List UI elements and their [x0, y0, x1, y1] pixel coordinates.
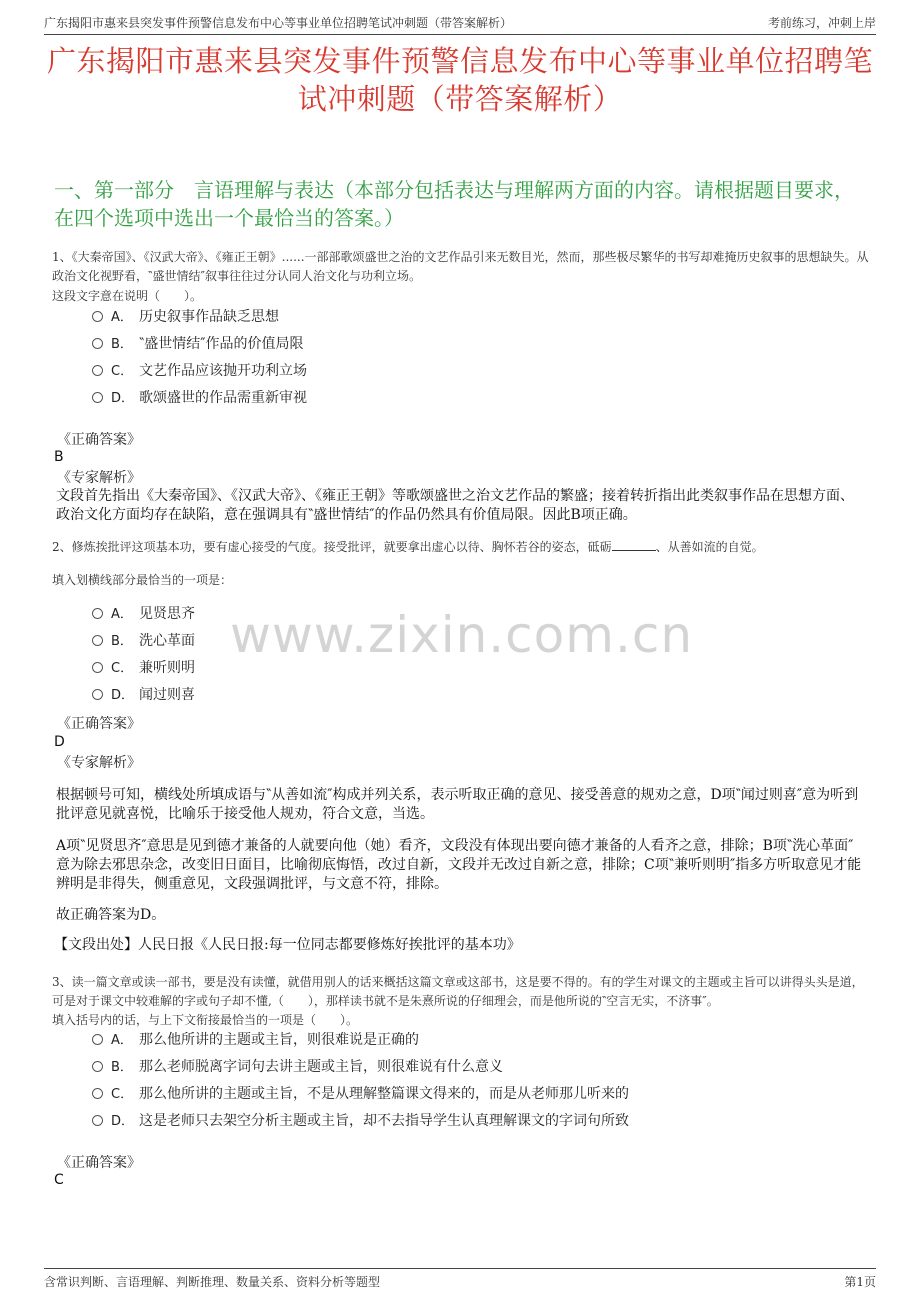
question-1-stem: 1、《大秦帝国》、《汉武大帝》、《雍正王朝》......一部部歌颂盛世之治的文艺作品引来无数目光，然而，那些极尽繁华的书写却难掩历史叙事的思想缺失。从政治文化视野看，‶盛世情结″叙事往往过分认同人治文化与功利立场。	[52, 250, 869, 283]
watermark: www.zixin.com.cn	[230, 606, 694, 664]
radio-icon[interactable]	[92, 311, 103, 322]
page-header	[44, 12, 876, 35]
radio-icon[interactable]	[92, 1034, 103, 1045]
option-letter: D．	[111, 1114, 135, 1129]
option-text: 那么他所讲的主题或主旨，则很难说是正确的	[139, 1032, 419, 1048]
option-letter: B．	[111, 1060, 133, 1075]
option-text: 文艺作品应该抛开功利立场	[139, 363, 307, 379]
option-a[interactable]	[92, 304, 860, 331]
section-heading: 一、第一部分 言语理解与表达（本部分包括表达与理解两方面的内容。请根据题目要求，在四个选项中选出一个最恰当的答案。）	[54, 178, 854, 230]
radio-icon[interactable]	[92, 1115, 103, 1126]
option-text: 闻过则喜	[139, 687, 195, 703]
option-b[interactable]	[92, 331, 860, 358]
question-2-options	[92, 601, 860, 709]
option-a[interactable]	[92, 601, 860, 628]
option-text: 见贤思齐	[139, 606, 195, 622]
answer-label: 《正确答案》	[57, 432, 141, 448]
question-2-source: 【文段出处】人民日报《人民日报:每一位同志都要修炼好挨批评的基本功》	[54, 937, 521, 953]
fill-blank	[612, 538, 656, 551]
radio-icon[interactable]	[92, 635, 103, 646]
question-2-answer: D	[54, 734, 65, 750]
question-2-prompt: 填入划横线部分最恰当的一项是：	[52, 573, 233, 587]
question-2-analysis-3: 故正确答案为D。	[56, 907, 166, 923]
document-title: 广东揭阳市惠来县突发事件预警信息发布中心等事业单位招聘笔试冲刺题（带答案解析）	[46, 44, 873, 116]
option-text: 兼听则明	[139, 660, 195, 676]
option-c[interactable]	[92, 1081, 860, 1108]
option-letter: A．	[111, 310, 133, 325]
question-1-analysis: 文段首先指出《大秦帝国》、《汉武大帝》、《雍正王朝》等歌颂盛世之治文艺作品的繁盛；接着转折指出此类叙事作品在思想方面、政治文化方面均存在缺陷，意在强调具有‶盛世情结″的作品仍然具有价值局限。因此B项正确。	[56, 488, 854, 523]
radio-icon[interactable]	[92, 608, 103, 619]
option-letter: C．	[111, 364, 134, 379]
question-2-stem	[52, 538, 870, 557]
analysis-label: 《专家解析》	[57, 470, 141, 486]
header-slogan: 考前练习，冲刺上岸	[767, 16, 876, 30]
page-footer	[44, 1268, 876, 1291]
option-d[interactable]	[92, 385, 860, 412]
radio-icon[interactable]	[92, 338, 103, 349]
option-b[interactable]	[92, 1054, 860, 1081]
analysis-label: 《专家解析》	[57, 755, 141, 771]
option-letter: D．	[111, 391, 135, 406]
page-number: 第1页	[844, 1275, 876, 1289]
question-2-analysis-1: 根据顿号可知，横线处所填成语与‶从善如流″构成并列关系，表示听取正确的意见、接受善意的规劝之意，D项‶闻过则喜″意为听到批评意见就喜悦，比喻乐于接受他人规劝，符合文意，当选。	[56, 787, 859, 822]
question-3-prompt: 填入括号内的话，与上下文衔接最恰当的一项是（ ）。	[52, 1013, 359, 1027]
option-b[interactable]	[92, 628, 860, 655]
question-3-answer: C	[54, 1172, 64, 1188]
option-text: ‶盛世情结″作品的价值局限	[139, 336, 304, 352]
question-2-analysis-2: A项‶见贤思齐″意思是见到德才兼备的人就要向他（她）看齐，文段没有体现出要向德才兼备的人看齐之意，排除；B项‶洗心革面″意为除去邪思杂念，改变旧日面目，比喻彻底悔悟，改过自新，文段并无改过自新之意，排除；C项‶兼听则明″指多方听取意见才能辨明是非得失，侧重意见，文段强调批评，与文意不符，排除。	[56, 838, 862, 892]
question-2-stem-end: 、从善如流的自觉。	[655, 540, 764, 554]
option-letter: C．	[111, 1087, 134, 1102]
header-doc-title: 广东揭阳市惠来县突发事件预警信息发布中心等事业单位招聘笔试冲刺题（带答案解析）	[44, 16, 513, 30]
option-a[interactable]	[92, 1027, 860, 1054]
option-letter: D．	[111, 688, 135, 703]
radio-icon[interactable]	[92, 1088, 103, 1099]
question-3-options	[92, 1027, 860, 1135]
footer-note: 含常识判断、言语理解、判断推理、数量关系、资料分析等题型	[44, 1275, 381, 1289]
option-c[interactable]	[92, 655, 860, 682]
radio-icon[interactable]	[92, 392, 103, 403]
option-text: 那么他所讲的主题或主旨，不是从理解整篇课文得来的，而是从老师那儿听来的	[139, 1086, 629, 1102]
question-1-options	[92, 304, 860, 412]
option-letter: A．	[111, 607, 133, 622]
option-d[interactable]	[92, 682, 860, 709]
option-letter: B．	[111, 337, 133, 352]
question-3-stem: 3、读一篇文章或读一部书，要是没有读懂，就借用别人的话来概括这篇文章或这部书，这是要不得的。有的学生对课文的主题或主旨可以讲得头头是道，可是对于课文中较难解的字或句子却不懂,（ ），那样读书就不是朱熹所说的仔细理会，而是他所说的‶空言无实，不济事″。	[52, 975, 864, 1008]
option-text: 洗心革面	[139, 633, 195, 649]
option-text: 这是老师只去架空分析主题或主旨，却不去指导学生认真理解课文的字词句所致	[139, 1113, 629, 1129]
option-c[interactable]	[92, 358, 860, 385]
question-2-stem-start: 2、修炼挨批评这项基本功，要有虚心接受的气度。接受批评，就要拿出虚心以待、胸怀若谷的姿态，砥砺	[52, 540, 612, 554]
radio-icon[interactable]	[92, 365, 103, 376]
option-d[interactable]	[92, 1108, 860, 1135]
option-text: 歌颂盛世的作品需重新审视	[139, 390, 307, 406]
radio-icon[interactable]	[92, 1061, 103, 1072]
answer-label: 《正确答案》	[57, 716, 141, 732]
option-text: 那么老师脱离字词句去讲主题或主旨，则很难说有什么意义	[139, 1059, 503, 1075]
radio-icon[interactable]	[92, 689, 103, 700]
option-letter: B．	[111, 634, 133, 649]
option-letter: C．	[111, 661, 134, 676]
answer-label: 《正确答案》	[57, 1155, 141, 1171]
question-1-answer: B	[54, 449, 64, 465]
option-letter: A．	[111, 1033, 133, 1048]
radio-icon[interactable]	[92, 662, 103, 673]
question-1-prompt: 这段文字意在说明（ ）。	[52, 289, 203, 303]
option-text: 历史叙事作品缺乏思想	[139, 309, 279, 325]
